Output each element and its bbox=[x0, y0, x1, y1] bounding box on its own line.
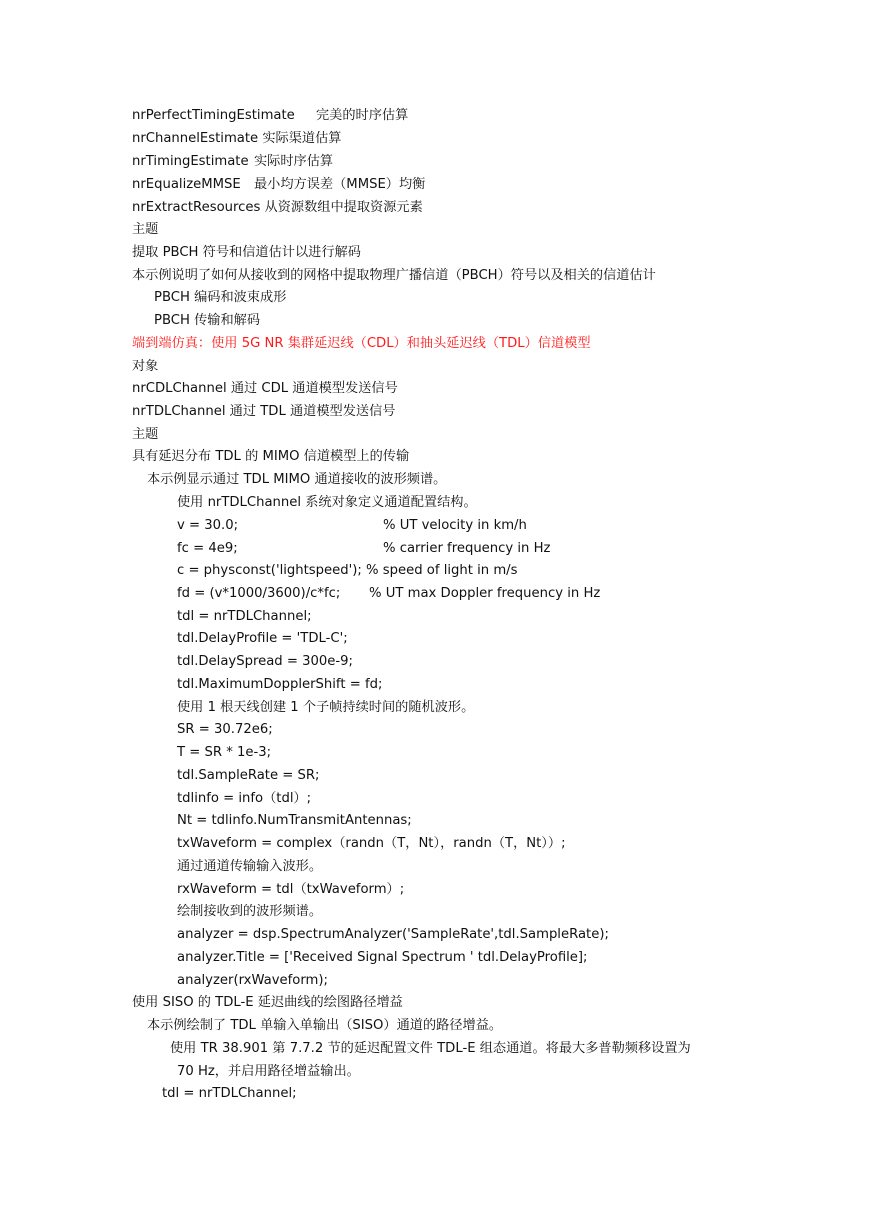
step-text: 使用 TR 38.901 第 7.7.2 节的延迟配置文件 TDL-E 组态通道。将最大多普勒频移设置为 bbox=[170, 1041, 691, 1056]
code-line bbox=[177, 515, 527, 537]
code-line: SR = 30.72e6; bbox=[177, 722, 273, 737]
object-row-tdl-channel: nrTDLChannel 通过 TDL 通道模型发送信号 bbox=[132, 404, 396, 419]
function-name: nrEqualizeMMSE bbox=[132, 177, 241, 192]
code-line bbox=[177, 583, 601, 605]
function-name: nrTimingEstimate bbox=[132, 154, 249, 169]
code-line: tdl = nrTDLChannel; bbox=[177, 609, 312, 624]
function-desc: 完美的时序估算 bbox=[316, 108, 409, 123]
code-line: Nt = tdlinfo.NumTransmitAntennas; bbox=[177, 813, 412, 828]
code-line: tdlinfo = info（tdl）; bbox=[177, 791, 312, 806]
function-desc: 实际时序估算 bbox=[254, 154, 334, 169]
code-line: rxWaveform = tdl（txWaveform）; bbox=[177, 882, 405, 897]
topic-title-siso-tdl-e: 使用 SISO 的 TDL-E 延迟曲线的绘图路径增益 bbox=[132, 995, 403, 1010]
code-line bbox=[177, 538, 551, 560]
function-row-extract-resources: nrExtractResources 从资源数组中提取资源元素 bbox=[132, 200, 423, 215]
code-comment: % carrier frequency in Hz bbox=[383, 541, 551, 556]
code-line: tdl.DelayProfile = 'TDL-C'; bbox=[177, 631, 348, 646]
function-row-channel-estimate: nrChannelEstimate 实际渠道估算 bbox=[132, 131, 342, 146]
step-text: 绘制接收到的波形频谱。 bbox=[177, 904, 323, 919]
code-line: analyzer(rxWaveform); bbox=[177, 973, 328, 988]
step-text: 使用 nrTDLChannel 系统对象定义通道配置结构。 bbox=[177, 495, 477, 510]
code-statement: v = 30.0; bbox=[177, 518, 239, 533]
code-statement: fd = (v*1000/3600)/c*fc; bbox=[177, 586, 341, 601]
code-line: analyzer.Title = ['Received Signal Spectrum ' tdl.DelayProfile]; bbox=[177, 950, 588, 965]
code-line: txWaveform = complex（randn（T，Nt），randn（T，Nt））; bbox=[177, 836, 566, 851]
topic-description-tdl-mimo: 本示例显示通过 TDL MIMO 通道接收的波形频谱。 bbox=[147, 472, 447, 487]
code-line: tdl.SampleRate = SR; bbox=[177, 768, 320, 783]
code-line: c = physconst('lightspeed'); % speed of light in m/s bbox=[177, 563, 518, 578]
topic-description: 本示例说明了如何从接收到的网格中提取物理广播信道（PBCH）符号以及相关的信道估计 bbox=[132, 268, 656, 283]
topic-description-siso: 本示例绘制了 TDL 单输入单输出（SISO）通道的路径增益。 bbox=[147, 1018, 503, 1033]
function-name: nrPerfectTimingEstimate bbox=[132, 108, 295, 123]
code-line: tdl.DelaySpread = 300e-9; bbox=[177, 654, 353, 669]
section-heading-objects: 对象 bbox=[132, 359, 159, 374]
code-statement: fc = 4e9; bbox=[177, 541, 238, 556]
step-text: 使用 1 根天线创建 1 个子帧持续时间的随机波形。 bbox=[177, 700, 475, 715]
function-row-equalize-mmse bbox=[132, 174, 426, 196]
section-heading-topics-2: 主题 bbox=[132, 427, 159, 442]
object-row-cdl-channel: nrCDLChannel 通过 CDL 通道模型发送信号 bbox=[132, 381, 398, 396]
code-line: tdl.MaximumDopplerShift = fd; bbox=[177, 677, 383, 692]
subtopic-pbch-coding: PBCH 编码和波束成形 bbox=[154, 290, 287, 305]
step-text: 通过通道传输输入波形。 bbox=[177, 859, 323, 874]
code-line: T = SR * 1e-3; bbox=[177, 745, 272, 760]
topic-title-pbch-extract: 提取 PBCH 符号和信道估计以进行解码 bbox=[132, 245, 361, 260]
code-line: analyzer = dsp.SpectrumAnalyzer('SampleRate',tdl.SampleRate); bbox=[177, 927, 609, 942]
function-row-timing-estimate bbox=[132, 151, 334, 173]
function-desc: 最小均方误差（MMSE）均衡 bbox=[254, 177, 426, 192]
code-line: tdl = nrTDLChannel; bbox=[162, 1086, 297, 1101]
subtopic-pbch-transmission: PBCH 传输和解码 bbox=[154, 313, 261, 328]
topic-title-tdl-mimo: 具有延迟分布 TDL 的 MIMO 信道模型上的传输 bbox=[132, 449, 410, 464]
highlight-e2e-simulation-link[interactable]: 端到端仿真：使用 5G NR 集群延迟线（CDL）和抽头延迟线（TDL）信道模型 bbox=[132, 336, 591, 351]
section-heading-topics: 主题 bbox=[132, 222, 159, 237]
step-text-continued: 70 Hz，并启用路径增益输出。 bbox=[177, 1064, 360, 1079]
code-comment: % UT max Doppler frequency in Hz bbox=[369, 586, 601, 601]
function-row-perfect-timing bbox=[132, 105, 409, 127]
code-comment: % UT velocity in km/h bbox=[383, 518, 527, 533]
